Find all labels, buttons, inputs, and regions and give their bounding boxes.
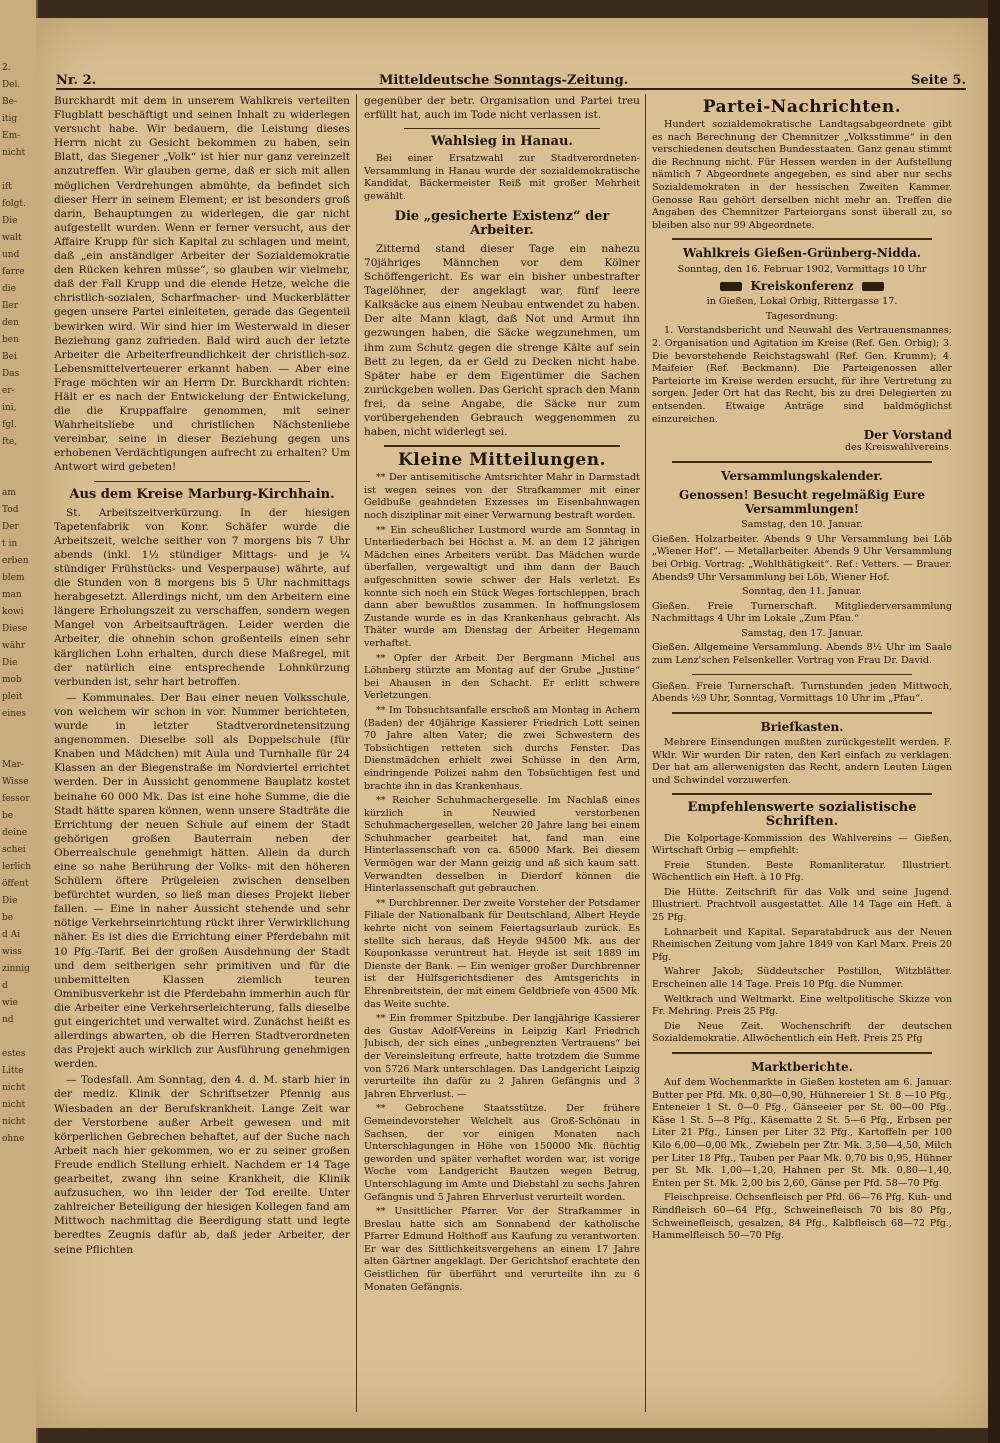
column-3 <box>652 94 952 1414</box>
article-continuation: gegenüber der betr. Organisation und Partei treu erfüllt hat, auch im Tode nicht verlassen ist. <box>364 95 640 122</box>
column-2 <box>364 94 640 1414</box>
news-item: ** Ein scheußlicher Lustmord wurde am Sonntag in Unterliederbach bei Höchst a. M. an dem 12 jährigen Mädchen eines Arbeiters verübt. Das Mädchen wurde überfallen, vergewaltigt und ihm dann der Bauch aufgeschnitten sowie schwer der Hals verletzt. Es konnte sich noch ein Stück Weges fortschleppen, brach dann aber bewußtlos zusammen. In hoffnungslosem Zustande wurde es in das Krankenhaus gebracht. Als Thäter wurde am Dienstag der Arbeiter Hegemann verhaftet. <box>364 524 640 649</box>
column-rule <box>356 94 357 1412</box>
divider <box>672 461 932 463</box>
divider <box>672 1052 932 1054</box>
headline-versammlungskalender: Versammlungskalender. <box>721 468 883 483</box>
calendar-date: Samstag, den 10. Januar. <box>741 519 863 531</box>
headline-marktberichte: Marktberichte. <box>751 1060 853 1074</box>
news-item: ** Ein frommer Spitzbube. Der langjährige Kassierer des Gustav Adolf-Vereins in Leipzig Karl Friedrich Jubisch, der sich eines „unbegrenzten Vertrauens“ bei der Vereinsleitung erfreute, hatte trotzdem die Summe von 5726 Mark unterschlagen. Das Landgericht Leipzig verurteilte ihn dafür zu 2 Jahren Gefängnis und 3 Jahren Ehrverlust. — <box>364 1013 640 1100</box>
calendar-date: Samstag, den 17. Januar. <box>741 627 863 639</box>
issue-number: Nr. 2. <box>56 73 97 88</box>
divider <box>672 238 932 240</box>
meat-prices: Fleischpreise. Ochsenfleisch per Pfd. 66—76 Pfg. Kuh- und Rindfleisch 60—64 Pfg., Schweinefleisch 70 bis 80 Pfg., Schweinefleisch, gesalzen, 84 Pfg., Kalbfleisch 68—72 Pfg., Hammelfleisch 50—70 Pfg. <box>652 1192 952 1242</box>
schrift-item: Die Neue Zeit. Wochenschrift der deutschen Sozialdemokratie. Allwöchentlich ein Heft. Preis 25 Pfg <box>652 1020 952 1045</box>
conference-date: Sonntag, den 16. Februar 1902, Vormittags 10 Uhr <box>677 263 927 275</box>
conference-banner <box>652 279 952 293</box>
news-item: ** Durchbrenner. Der zweite Vorsteher der Potsdamer Filiale der Nationalbank für Deutschland, Albert Heyde kehrte nicht von seinem Feiertagsurlaub zurück. Es stellte sich heraus, daß Heyde 94500 Mk. aus der Kouponkasse veruntreut hat. Heyde ist seit 1889 im Dienste der Bank. — Ein weniger großer Durchbrenner ist der Hülfsgerichtsdiener des Amtsgerichts in Ehrenbreitstein, der mit einem Geldbriefe von 4500 Mk. das Weite suchte. <box>364 897 640 1010</box>
article-paragraph: Bei einer Ersatzwahl zur Stadtverordneten-Versammlung in Hanau wurde der sozialdemokratische Kandidat, Bäckermeister Reiß mit großer Mehrheit gewählt. <box>364 153 640 203</box>
newspaper-title: Mitteldeutsche Sonntags-Zeitung. <box>378 73 629 88</box>
newspaper-page <box>36 18 988 1428</box>
headline-partei-nachrichten: Partei-Nachrichten. <box>702 97 902 117</box>
article-paragraph: — Todesfall. Am Sonntag, den 4. d. M. starb hier in der mediz. Klinik der Schriftsetzer Pfennig aus Wiesbaden an der Berufskrankheit. Lange Zeit war der Verstorbene außer Arbeit gewesen und mit körperlichen Gebrechen behaftet, auf der Suche nach Arbeit nach hier gekommen, wo er zu seiner großen Freude endlich Stellung erhielt. Nachdem er 14 Tage gearbeitet, zwang ihn seine Krankheit, die Klinik aufzusuchen, wo ihn leider der Tod ereilte. Unter zahlreicher Beteiligung der hiesigen Kollegen fand am Mittwoch nachmittag die Beerdigung statt und legte beredtes Zeugnis dafür ab, daß jeder Arbeiter, der seine Pflichten <box>54 1074 350 1256</box>
calendar-date: Sonntag, den 11. Januar. <box>741 586 863 598</box>
pointing-hand-icon <box>862 282 884 291</box>
signature-sub: des Kreiswahlvereins. <box>845 442 952 454</box>
conference-title: Kreiskonferenz <box>750 279 854 294</box>
conference-place: in Gießen, Lokal Orbig, Rittergasse 17. <box>706 296 898 308</box>
schrift-item: Lohnarbeit und Kapital. Separatabdruck aus der Neuen Rheinischen Zeitung vom Jahre 1849 von Karl Marx. Preis 20 Pfg. <box>652 926 952 963</box>
section-heading-marburg: Aus dem Kreise Marburg-Kirchhain. <box>69 486 335 502</box>
divider <box>94 481 310 482</box>
divider <box>384 445 620 447</box>
article-paragraph: — Kommunales. Der Bau einer neuen Volksschule, von welchem wir schon in vor. Nummer berichteten, wurde in letzter Stadtverordnetensitzung angenommen. Dieselbe soll als Doppelschule (für Knaben und Mädchen) mit Aula und Turnhalle für 24 Klassen an der Biegenstraße im Nordviertel errichtet werden. Der in Aussicht genommene Bauplatz kostet beinahe 60 000 Mk. Das ist eine hohe Summe, die die Stadt hätte sparen können, wenn unsere Stadträte die Errichtung der neuen Schule auf einem der Stadt gehörigen großen Bauterrain neben der Oberrealschule genehmigt hätten. Allein da durch eine so nahe Berührung der Volks- mit den höheren Schülern öftere Prügeleien zwischen denselben befürchtet wurden, so ließ man dieses Projekt lieber fallen. — Eine in naher Aussicht stehende und sehr nötige Verkehrseinrichtung rückt ihrer Verwirklichung näher. Es ist dies die Errichtung einer Pferdebahn mit 10 Pfg.-Tarif. Bei der großen Ausdehnung der Stadt und dem seitherigen sehr primitiven und für die unbemittelten Klassen ziemlich teuren Omnibusverkehr ist die Pferdebahn immerhin auch für die Arbeiter eine Verkehrserleichterung, falls dieselbe gut eingerichtet und verwaltet wird. Zunächst heißt es allerdings abwarten, ob die Herren Stadtverordneten das Projekt auch wirklich zur Ausführung genehmigen werden. <box>54 691 350 1071</box>
market-report: Auf dem Wochenmarkte in Gießen kosteten am 6. Januar: Butter per Pfd. Mk. 0,80—0,90, Hühnereier 1 St. 8 —10 Pfg., Enteneier 1 St. 0—0 Pfg., Gänseeier per St. 00—00 Pfg., Käse 1 St. 5—8 Pfg., Käsematte 2 St. 5—6 Pfg., Erbsen per Liter 21 Pfg., Linsen per Liter 32 Pfg., Kartoffeln per 100 Kilo 6,00—0,00 Mk., Zwiebeln per Ztr. Mk. 3,50—4,50, Milch per Liter 18 Pfg., Tauben per Paar Mk. 0,70 bis 0,95, Hühner per St. Mk. 1,00—1,20, Hahnen per St. Mk. 0,80—1,40, Enten per St. Mk. 2,00 bis 2,60, Gänse per Pfd. 58—70 Pfg. <box>652 1077 952 1189</box>
page-header <box>56 66 966 90</box>
divider <box>404 128 600 129</box>
article-continuation: Burckhardt mit dem in unserem Wahlkreis verteilten Flugblatt beschäftigt und seinen Inhalt zu widerlegen versucht habe. Wir bedauern, die Leistung dieses Herrn nicht zu Gesicht bekommen zu haben, sein Blatt, das Siegener „Volk“ ist hier nur ganz vereinzelt anzutreffen. Wir glauben gerne, daß er sich mit allen möglichen Verdrehungen abmühte, da befindet sich dieser Herr in seinem Element; er ist besonders groß darin, Behauptungen zu widerlegen, die gar nicht aufgestellt wurden. Wenn er ferner versucht, aus der Affaire Krupp für sich Kapital zu schlagen und meint, daß „ein anständiger Arbeiter der Sozialdemokratie den Rücken kehren müsse“, so glauben wir vielmehr, daß der Fall Krupp und die elende Hetze, welche die christlich-sozialen, Scharfmacher- und Muckerblätter gegen unsere Partei einleiteten, gerade das Gegenteil bewirken wird. Wir sind hier im Westerwald in dieser Beziehung ganz zufrieden. Bald wird auch der letzte Arbeiter die Arbeiterfreundlichkeit der christlich-soz. Lebensmittelverteuerer erkannt haben. — Aber eine Frage möchten wir an Herrn Dr. Burckhardt richten: Hält er es nach der Entwickelung der Entwickelung, die die Kruppaffaire genommen, mit seiner Wahrheitsliebe und christlichen Nächstenliebe vereinbar, seine in dieser Beziehung gegen uns erhobenen Verdächtigungen aufrecht zu erhalten? Um Antwort wird gebeten! <box>54 95 350 474</box>
letterbox-text: Mehrere Einsendungen mußten zurückgestellt werden. F. Wklr. Wir wurden Dir raten, den Kerl einfach zu verklagen. Der hat am allerwenigsten das Recht, andern Leuten Lügen und Schwindel vorzuwerfen. <box>652 736 952 786</box>
signature: Der Vorstand <box>863 428 952 443</box>
schrift-item: Die Hütte. Zeitschrift für das Volk und seine Jugend. Illustriert. Prachtvoll ausgestattet. Alle 14 Tage ein Heft. à 25 Pfg. <box>652 886 952 924</box>
agenda-text: 1. Vorstandsbericht und Neuwahl des Vertrauensmannes; 2. Organisation und Agitation im Kreise (Ref. Gen. Orbig); 3. Die bevorstehende Reichstagswahl (Ref. Gen. Krumm); 4. Maifeier (Ref. Beckmann). Die Parteigenossen aller Parteiorte im Kreise werden ersucht, für ihre Vertretung zu sorgen. Jeder Ort hat das Recht, bis zu drei Delegierten zu entsenden. Etwaige Anträge sind baldmöglichst einzureichen. <box>652 325 952 425</box>
news-item: ** Im Tobsuchtsanfalle erschoß am Montag in Achern (Baden) der 40jährige Kassierer Friedrich Lott seinen 70 Jahre alten Vater; die zwei Schwestern des Tobsüchtigen retteten sich durchs Fenster. Das Dienstmädchen erhielt zwei Schüsse in den Arm, eindringende Polizei nahm den Tobsüchtigen fest und brachte ihn in das Krankenhaus. <box>364 704 640 792</box>
headline-wahlsieg: Wahlsieg in Hanau. <box>431 134 573 150</box>
calendar-entry: Gießen. Allgemeine Versammlung. Abends 8½ Uhr im Saale zum Lenz'schen Felsenkeller. Vortrag von Frau Dr. David. <box>652 642 952 667</box>
schriften-intro: Die Kolportage-Kommission des Wahlvereins — Gießen, Wirtschaft Orbig — empfiehlt: <box>652 832 952 857</box>
headline-existenz: Die „gesicherte Existenz“ der Arbeiter. <box>394 208 610 238</box>
news-item: ** Der antisemitische Amtsrichter Mahr in Darmstadt ist wegen seines von der Strafkammer mit einer Geldbuße geahndeten Exzesses im Eisenbahnwagen noch disziplinar mit einer Verwarnung bestraft worden. <box>364 472 640 522</box>
binding-edge <box>988 0 1000 1443</box>
headline-kleine-mitteilungen: Kleine Mitteilungen. <box>397 450 606 471</box>
article-paragraph: St. Arbeitszeitverkürzung. In der hiesigen Tapetenfabrik von Konr. Schäfer wurde die Arbeitszeit, welche seither von 7 morgens bis 7 Uhr abends (inkl. 1½ stündiger Mittags- und je ¼ stündiger Frühstücks- und Vesperpause) währte, auf die Stunden von 8 morgens bis 5 Uhr nachmittags herabgesetzt. Allerdings nicht, um den Arbeitern eine längere Erholungszeit zu verschaffen, sondern wegen Mangel von Arbeitsaufträgen. Leider werden die Arbeiter, die ohnehin schon großenteils einen sehr kärglichen Lohn erhalten, durch diese Maßregel, mit der natürlich eine entsprechende Lohnkürzung verbunden ist, sehr hart betroffen. <box>54 506 350 688</box>
adjacent-page-fragments: 2. Dei. Be- itig Em- nicht ift folgt. Die walt und farre die Iler den ben Bei Das er- ini, fgl. fte, am Tod Der t in erben blem man kowi Diese währ Die mob pleit eines Mar- Wisse fessor be deine schei lerlich öffent Die be d Ai wiss zinnig d wie nd estes Litte nicht nicht nicht ohne <box>2 63 32 1144</box>
schrift-item: Weltkrach und Weltmarkt. Eine weltpolitische Skizze von Fr. Mehring. Preis 25 Pfg. <box>652 993 952 1018</box>
headline-appeal: Genossen! Besucht regelmäßig Eure Versammlungen! <box>678 487 926 517</box>
news-item: ** Gebrochene Staatsstütze. Der frühere Gemeindevorsteher Welchelt aus Groß-Schönau in Sachsen, der vor einigen Monaten nach Unterschlagungen in Höhe von 150000 Mk. flüchtig geworden und später verhaftet worden war, ist vorige Woche vom Landgericht Bautzen wegen Betrug, Unterschlagung im Amte und Diebstahl zu sechs Jahren Gefängnis und 5 Jahren Ehrverlust verurteilt worden. <box>364 1103 640 1203</box>
calendar-entry: Gießen. Freie Turnerschaft. Turnstunden jeden Mittwoch, Abends ½9 Uhr, Sonntag, Vormittags 10 Uhr im „Pfau“. <box>652 680 952 705</box>
page-number: Seite 5. <box>911 73 966 88</box>
divider <box>692 674 912 675</box>
headline-wahlkreis: Wahlkreis Gießen-Grünberg-Nidda. <box>682 246 922 261</box>
agenda-title: Tagesordnung: <box>765 310 839 322</box>
headline-briefkasten: Briefkasten. <box>760 719 844 734</box>
column-1 <box>54 94 350 1414</box>
news-item: ** Opfer der Arbeit. Der Bergmann Michel aus Löhnberg stürzte am Montag auf der Grube „Justine“ bei Ahausen in den Schacht. Er erlitt schwere Verletzungen. <box>364 652 640 702</box>
news-item: ** Unsittlicher Pfarrer. Vor der Strafkammer in Breslau hatte sich am Sonnabend der katholische Pfarrer Edmund Holthoff aus Kaufung zu verantworten. Er war des Sittlichkeitsvergehens an einem 17 Jahre alten Gärtner angeklagt. Der Gerichtshof erachtete den Geistlichen für überführt und verurteilte ihn zu 6 Monaten Gefängnis. <box>364 1206 640 1293</box>
schrift-item: Freie Stunden. Beste Romanliteratur. Illustriert. Wöchentlich ein Heft. à 10 Pfg. <box>652 859 952 884</box>
divider <box>672 712 932 714</box>
pointing-hand-icon <box>720 282 742 291</box>
news-item: ** Reicher Schuhmachergeselle. Im Nachlaß eines kürzlich in Neuwied verstorbenen Schuhmachergesellen, welcher 20 Jahre lang bei einem Schuhmacher gearbeitet hat, fand man eine Hinterlassenschaft von ca. 65000 Mark. Bei diesem Vermögen war der Mann geizig und aß sich kaum satt. Verwandten desselben in Dierdorf können die Hinterlassenschaft gut gebrauchen. <box>364 795 640 895</box>
headline-schriften: Empfehlenswerte sozialistische Schriften. <box>687 800 917 830</box>
column-rule <box>645 94 646 1412</box>
adjacent-page-strip <box>0 0 38 1443</box>
schrift-item: Wahrer Jakob; Süddeutscher Postillon, Witzblätter. Erscheinen alle 14 Tage. Preis 10 Pfg. die Nummer. <box>652 966 952 991</box>
calendar-entry: Gießen. Freie Turnerschaft. Mitgliederversammlung Nachmittags 4 Uhr im Lokale „Zum Pfau.“ <box>652 600 952 625</box>
divider <box>672 793 932 795</box>
article-paragraph: Zitternd stand dieser Tage ein nahezu 70jähriges Männchen vor dem Kölner Schöffengericht. Es war ein bisher unbestrafter Tagelöhner, der angeklagt war, fünf leere Kalksäcke aus einem Neubau entwendet zu haben. Der alte Mann klagt, daß Not und Armut ihn gezwungen haben, die Säcke wegzunehmen, um ihm zum Schutz gegen die strenge Kälte auf sein Bett zu legen, da er Geld zu Decken nicht habe. Später habe er dem Eigentümer die Sachen zurückgeben wollen. Das Gericht sprach den Mann frei, da seine Angabe, die Säcke nur zum vorübergehenden Gebrauch weggenommen zu haben, nicht widerlegt sei. <box>364 242 640 439</box>
article-paragraph: Hundert sozialdemokratische Landtagsabgeordnete gibt es nach Berechnung der Chemnitzer „Volksstimme“ in den verschiedenen deutschen Bundesstaaten. Ganz genau stimmt die Rechnung nicht. Für Hessen werden in der Aufstellung nämlich 7 Abgeordnete angegeben, es sind aber nur sechs Sozialdemokraten in der hessischen Zweiten Kammer. Genosse Rau gehört derselben nicht mehr an. Treffen die Angaben des Chemnitzer Parteiorgans sonst überall zu, so bleiben also nur 99 Abgeordnete. <box>652 119 952 231</box>
calendar-entry: Gießen. Holzarbeiter. Abends 9 Uhr Versammlung bei Löb „Wiener Hof“. — Metallarbeiter. Abends 9 Uhr Versammlung bei Orbig. Vortrag: „Wohlthätigkeit“. Ref.: Vetters. — Brauer. Abends9 Uhr Versammlung bei Löb, Wiener Hof. <box>652 533 952 583</box>
